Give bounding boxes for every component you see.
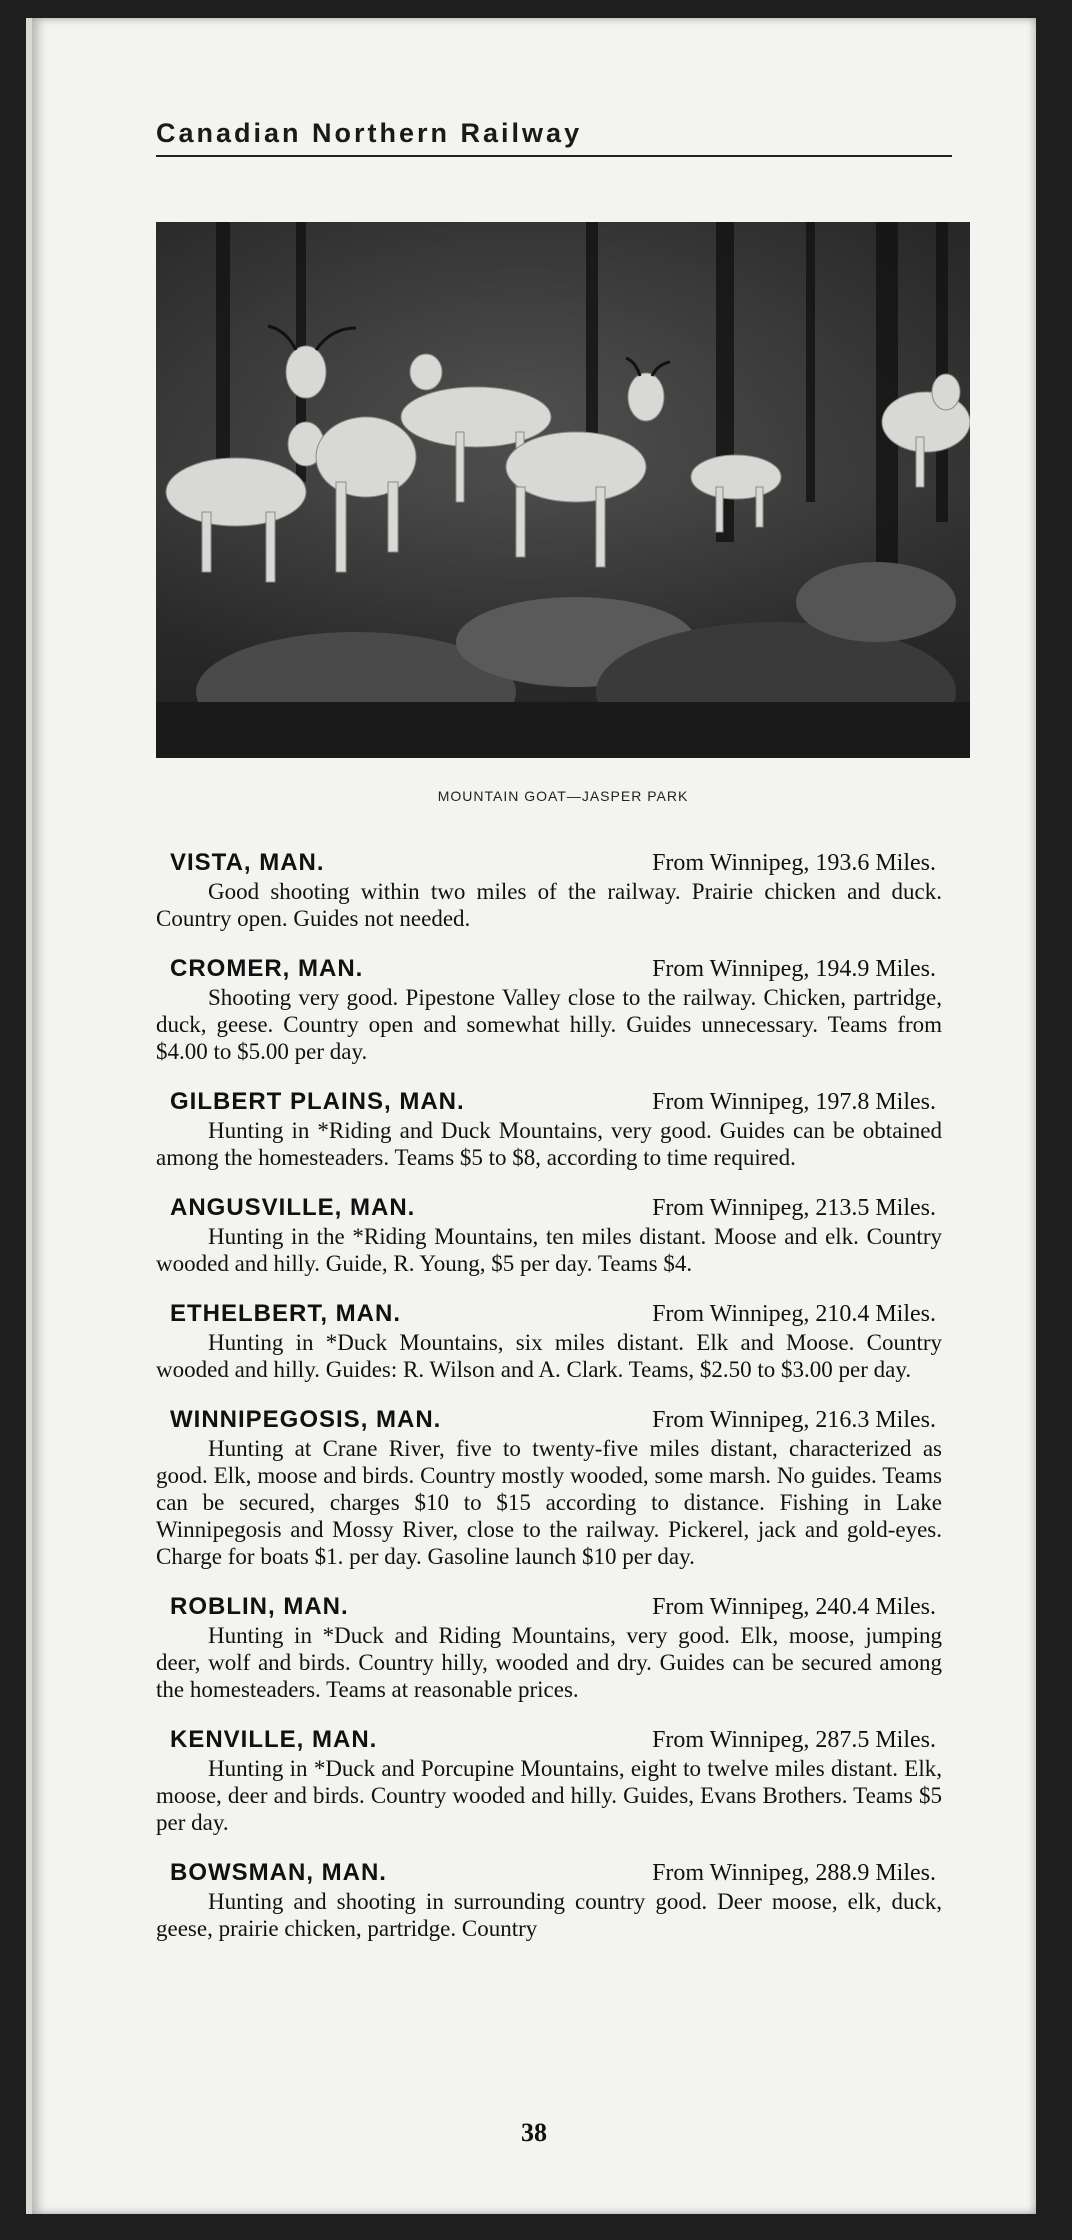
photo-caption: MOUNTAIN GOAT—JASPER PARK <box>437 788 689 804</box>
place-name: GILBERT PLAINS, MAN. <box>170 1088 465 1115</box>
entry-description: Hunting at Crane River, five to twenty-five miles distant, characterized as good. Elk, moose and birds. Country mostly wooded, some marsh. No guides. Teams can be secured, charges $10 to $15 according to distance. Fishing in Lake Winnipegosis and Mossy River, close to the railway. Pickerel, jack and gold-eyes. Charge for boats $1. per day. Gasoline launch $10 per day. <box>156 1436 942 1569</box>
entry-heading <box>156 1858 942 1888</box>
entry-heading <box>156 1592 942 1622</box>
entry-vista <box>156 848 942 932</box>
entry-description: Hunting and shooting in surrounding country good. Deer moose, elk, duck, geese, prairie chicken, partridge. Country <box>156 1889 942 1941</box>
photo-illustration <box>156 222 970 758</box>
distance-text: From Winnipeg, 194.9 Miles. <box>652 956 936 982</box>
entry-kenville <box>156 1725 942 1836</box>
place-name: ROBLIN, MAN. <box>170 1593 349 1620</box>
entry-gilbert-plains <box>156 1087 942 1171</box>
hunting-entries <box>156 848 942 1964</box>
entry-description: Hunting in *Duck Mountains, six miles distant. Elk and Moose. Country wooded and hilly. Guides: R. Wilson and A. Clark. Teams, $2.50 to $3.00 per day. <box>156 1330 942 1382</box>
place-name: ETHELBERT, MAN. <box>170 1300 401 1327</box>
entry-heading <box>156 954 942 984</box>
page-number: 38 <box>521 2118 547 2147</box>
book-page <box>26 18 1036 2214</box>
entry-heading <box>156 1405 942 1435</box>
entry-angusville <box>156 1193 942 1277</box>
entry-description: Good shooting within two miles of the railway. Prairie chicken and duck. Country open. Guides not needed. <box>156 879 942 931</box>
entry-description: Hunting in *Duck and Porcupine Mountains, eight to twelve miles distant. Elk, moose, deer and birds. Country wooded and hilly. Guides, Evans Brothers. Teams $5 per day. <box>156 1756 942 1835</box>
entry-heading <box>156 1725 942 1755</box>
place-name: ANGUSVILLE, MAN. <box>170 1194 416 1221</box>
entry-bowsman <box>156 1858 942 1942</box>
distance-text: From Winnipeg, 197.8 Miles. <box>652 1089 936 1115</box>
running-header <box>156 118 952 157</box>
entry-cromer <box>156 954 942 1065</box>
place-name: CROMER, MAN. <box>170 955 364 982</box>
entry-heading <box>156 1299 942 1329</box>
place-name: KENVILLE, MAN. <box>170 1726 378 1753</box>
distance-text: From Winnipeg, 213.5 Miles. <box>652 1195 936 1221</box>
entry-heading <box>156 848 942 878</box>
entry-description: Shooting very good. Pipestone Valley close to the railway. Chicken, partridge, duck, geese. Country open and somewhat hilly. Guides unnecessary. Teams from $4.00 to $5.00 per day. <box>156 985 942 1064</box>
entry-description: Hunting in *Riding and Duck Mountains, very good. Guides can be obtained among the homesteaders. Teams $5 to $8, according to time required. <box>156 1118 942 1170</box>
entry-description: Hunting in *Duck and Riding Mountains, very good. Elk, moose, jumping deer, wolf and birds. Country hilly, wooded and dry. Guides can be secured among the homesteaders. Teams at reasonable prices. <box>156 1623 942 1702</box>
entry-ethelbert <box>156 1299 942 1383</box>
distance-text: From Winnipeg, 193.6 Miles. <box>652 850 936 876</box>
distance-text: From Winnipeg, 287.5 Miles. <box>652 1727 936 1753</box>
mountain-goat-photo <box>156 222 970 758</box>
place-name: BOWSMAN, MAN. <box>170 1859 387 1886</box>
distance-text: From Winnipeg, 216.3 Miles. <box>652 1407 936 1433</box>
entry-heading <box>156 1193 942 1223</box>
entry-winnipegosis <box>156 1405 942 1570</box>
distance-text: From Winnipeg, 288.9 Miles. <box>652 1860 936 1886</box>
place-name: VISTA, MAN. <box>170 849 325 876</box>
header-title: Canadian Northern Railway <box>156 118 583 148</box>
distance-text: From Winnipeg, 210.4 Miles. <box>652 1301 936 1327</box>
place-name: WINNIPEGOSIS, MAN. <box>170 1406 442 1433</box>
distance-text: From Winnipeg, 240.4 Miles. <box>652 1594 936 1620</box>
entry-description: Hunting in the *Riding Mountains, ten miles distant. Moose and elk. Country wooded and hilly. Guide, R. Young, $5 per day. Teams $4. <box>156 1224 942 1276</box>
entry-roblin <box>156 1592 942 1703</box>
entry-heading <box>156 1087 942 1117</box>
